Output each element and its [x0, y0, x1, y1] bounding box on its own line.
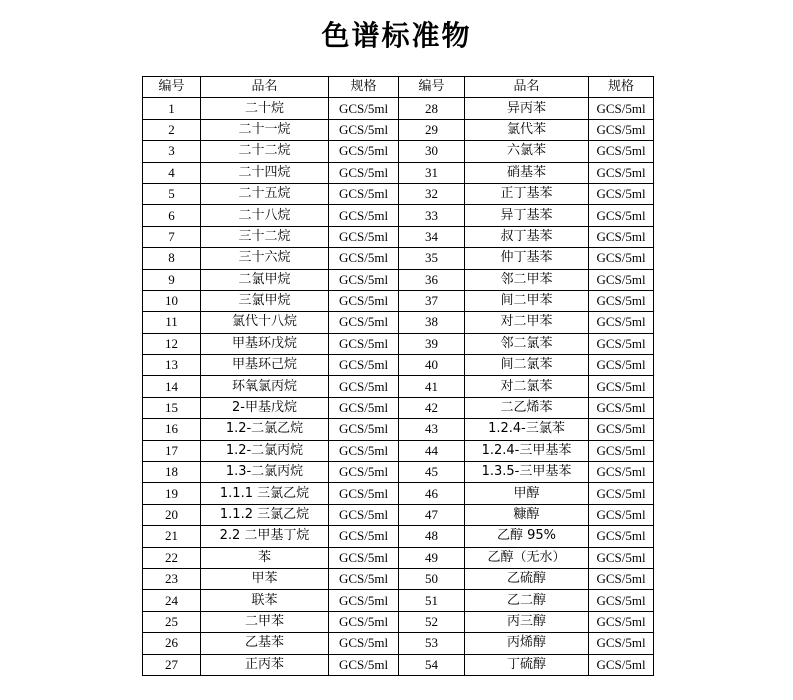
item-name: 2-甲基戊烷 — [201, 397, 329, 418]
item-spec: GCS/5ml — [329, 462, 399, 483]
item-name: 异丙苯 — [465, 98, 589, 119]
item-name: 乙二醇 — [465, 590, 589, 611]
item-name: 六氯苯 — [465, 141, 589, 162]
item-id: 20 — [143, 504, 201, 525]
item-spec: GCS/5ml — [589, 312, 654, 333]
item-id: 9 — [143, 269, 201, 290]
item-spec: GCS/5ml — [589, 183, 654, 204]
table-row — [143, 162, 654, 183]
item-id: 12 — [143, 333, 201, 354]
item-id: 23 — [143, 568, 201, 589]
item-spec: GCS/5ml — [329, 290, 399, 311]
item-spec: GCS/5ml — [329, 355, 399, 376]
item-id: 33 — [399, 205, 465, 226]
item-id: 25 — [143, 611, 201, 632]
item-name: 丁硫醇 — [465, 654, 589, 675]
item-id: 44 — [399, 440, 465, 461]
item-name: 叔丁基苯 — [465, 226, 589, 247]
item-spec: GCS/5ml — [589, 333, 654, 354]
item-name: 间二氯苯 — [465, 355, 589, 376]
table-row — [143, 633, 654, 654]
header-spec-left: 规格 — [329, 77, 399, 98]
item-name: 甲基环戊烷 — [201, 333, 329, 354]
standards-table — [142, 76, 654, 676]
item-spec: GCS/5ml — [329, 590, 399, 611]
item-spec: GCS/5ml — [329, 119, 399, 140]
item-id: 30 — [399, 141, 465, 162]
item-spec: GCS/5ml — [589, 611, 654, 632]
table-row — [143, 248, 654, 269]
item-spec: GCS/5ml — [589, 419, 654, 440]
item-spec: GCS/5ml — [589, 376, 654, 397]
item-spec: GCS/5ml — [329, 633, 399, 654]
item-name: 二十烷 — [201, 98, 329, 119]
item-spec: GCS/5ml — [589, 526, 654, 547]
table-row — [143, 590, 654, 611]
item-id: 10 — [143, 290, 201, 311]
item-name: 糠醇 — [465, 504, 589, 525]
item-id: 3 — [143, 141, 201, 162]
item-spec: GCS/5ml — [329, 141, 399, 162]
item-name: 二十八烷 — [201, 205, 329, 226]
item-id: 52 — [399, 611, 465, 632]
item-id: 2 — [143, 119, 201, 140]
item-name: 甲基环己烷 — [201, 355, 329, 376]
item-id: 31 — [399, 162, 465, 183]
header-spec-right: 规格 — [589, 77, 654, 98]
item-name: 二甲苯 — [201, 611, 329, 632]
item-name: 1.1.2 三氯乙烷 — [201, 504, 329, 525]
item-id: 34 — [399, 226, 465, 247]
item-spec: GCS/5ml — [329, 504, 399, 525]
item-id: 42 — [399, 397, 465, 418]
item-name: 1.2-二氯乙烷 — [201, 419, 329, 440]
item-spec: GCS/5ml — [589, 290, 654, 311]
item-id: 51 — [399, 590, 465, 611]
table-row — [143, 226, 654, 247]
item-id: 7 — [143, 226, 201, 247]
item-spec: GCS/5ml — [589, 654, 654, 675]
item-spec: GCS/5ml — [329, 397, 399, 418]
item-name: 间二甲苯 — [465, 290, 589, 311]
item-name: 1.1.1 三氯乙烷 — [201, 483, 329, 504]
item-id: 45 — [399, 462, 465, 483]
page-title: 色谱标准物 — [321, 19, 472, 52]
item-spec: GCS/5ml — [329, 248, 399, 269]
item-spec: GCS/5ml — [589, 119, 654, 140]
table-row — [143, 397, 654, 418]
item-id: 4 — [143, 162, 201, 183]
item-name: 1.3-二氯丙烷 — [201, 462, 329, 483]
item-spec: GCS/5ml — [329, 547, 399, 568]
item-id: 40 — [399, 355, 465, 376]
item-name: 氯代苯 — [465, 119, 589, 140]
table-row — [143, 654, 654, 675]
item-spec: GCS/5ml — [589, 440, 654, 461]
item-name: 仲丁基苯 — [465, 248, 589, 269]
item-spec: GCS/5ml — [329, 419, 399, 440]
table-row — [143, 269, 654, 290]
item-id: 50 — [399, 568, 465, 589]
item-name: 异丁基苯 — [465, 205, 589, 226]
item-name: 二十四烷 — [201, 162, 329, 183]
item-id: 26 — [143, 633, 201, 654]
item-name: 邻二甲苯 — [465, 269, 589, 290]
table-row — [143, 483, 654, 504]
item-spec: GCS/5ml — [589, 483, 654, 504]
item-spec: GCS/5ml — [329, 440, 399, 461]
item-spec: GCS/5ml — [589, 462, 654, 483]
item-name: 乙硫醇 — [465, 568, 589, 589]
item-name: 1.2.4-三氯苯 — [465, 419, 589, 440]
item-id: 36 — [399, 269, 465, 290]
item-name: 三十二烷 — [201, 226, 329, 247]
item-name: 乙醇（无水） — [465, 547, 589, 568]
item-spec: GCS/5ml — [329, 183, 399, 204]
item-id: 46 — [399, 483, 465, 504]
item-spec: GCS/5ml — [589, 633, 654, 654]
item-id: 39 — [399, 333, 465, 354]
item-spec: GCS/5ml — [589, 226, 654, 247]
table-row — [143, 611, 654, 632]
item-spec: GCS/5ml — [329, 568, 399, 589]
table-row — [143, 333, 654, 354]
item-id: 1 — [143, 98, 201, 119]
table-row — [143, 205, 654, 226]
item-spec: GCS/5ml — [329, 312, 399, 333]
header-id-left: 编号 — [143, 77, 201, 98]
table-row — [143, 183, 654, 204]
item-id: 16 — [143, 419, 201, 440]
item-name: 联苯 — [201, 590, 329, 611]
item-spec: GCS/5ml — [329, 269, 399, 290]
item-id: 21 — [143, 526, 201, 547]
item-name: 正丁基苯 — [465, 183, 589, 204]
item-name: 三十六烷 — [201, 248, 329, 269]
item-id: 37 — [399, 290, 465, 311]
item-id: 13 — [143, 355, 201, 376]
item-name: 苯 — [201, 547, 329, 568]
item-name: 氯代十八烷 — [201, 312, 329, 333]
item-name: 丙烯醇 — [465, 633, 589, 654]
item-name: 乙醇 95% — [465, 526, 589, 547]
item-spec: GCS/5ml — [589, 269, 654, 290]
table-row — [143, 504, 654, 525]
table-row — [143, 568, 654, 589]
item-name: 二乙烯苯 — [465, 397, 589, 418]
item-id: 18 — [143, 462, 201, 483]
item-id: 22 — [143, 547, 201, 568]
item-name: 二氯甲烷 — [201, 269, 329, 290]
item-spec: GCS/5ml — [329, 526, 399, 547]
item-spec: GCS/5ml — [589, 397, 654, 418]
item-spec: GCS/5ml — [589, 162, 654, 183]
table-row — [143, 376, 654, 397]
item-spec: GCS/5ml — [329, 226, 399, 247]
item-id: 49 — [399, 547, 465, 568]
item-name: 1.2.4-三甲基苯 — [465, 440, 589, 461]
table-row — [143, 547, 654, 568]
item-name: 甲醇 — [465, 483, 589, 504]
item-name: 硝基苯 — [465, 162, 589, 183]
table-row — [143, 440, 654, 461]
item-id: 43 — [399, 419, 465, 440]
table-row — [143, 119, 654, 140]
item-id: 35 — [399, 248, 465, 269]
item-name: 甲苯 — [201, 568, 329, 589]
item-id: 11 — [143, 312, 201, 333]
item-id: 6 — [143, 205, 201, 226]
table-row — [143, 526, 654, 547]
item-name: 三氯甲烷 — [201, 290, 329, 311]
item-spec: GCS/5ml — [329, 98, 399, 119]
table-row — [143, 419, 654, 440]
item-spec: GCS/5ml — [589, 547, 654, 568]
item-spec: GCS/5ml — [589, 141, 654, 162]
item-spec: GCS/5ml — [589, 590, 654, 611]
item-name: 1.3.5-三甲基苯 — [465, 462, 589, 483]
item-spec: GCS/5ml — [589, 205, 654, 226]
item-name: 1.2-二氯丙烷 — [201, 440, 329, 461]
item-name: 二十二烷 — [201, 141, 329, 162]
item-spec: GCS/5ml — [589, 98, 654, 119]
item-id: 48 — [399, 526, 465, 547]
header-id-right: 编号 — [399, 77, 465, 98]
item-name: 2.2 二甲基丁烷 — [201, 526, 329, 547]
item-spec: GCS/5ml — [329, 376, 399, 397]
item-name: 对二甲苯 — [465, 312, 589, 333]
item-id: 54 — [399, 654, 465, 675]
table-row — [143, 290, 654, 311]
item-name: 正丙苯 — [201, 654, 329, 675]
item-spec: GCS/5ml — [589, 355, 654, 376]
item-spec: GCS/5ml — [329, 654, 399, 675]
item-id: 28 — [399, 98, 465, 119]
item-id: 17 — [143, 440, 201, 461]
item-id: 27 — [143, 654, 201, 675]
item-id: 53 — [399, 633, 465, 654]
item-spec: GCS/5ml — [329, 483, 399, 504]
table-row — [143, 98, 654, 119]
item-id: 19 — [143, 483, 201, 504]
item-name: 乙基苯 — [201, 633, 329, 654]
item-name: 二十一烷 — [201, 119, 329, 140]
header-name-left: 品名 — [201, 77, 329, 98]
item-id: 32 — [399, 183, 465, 204]
item-name: 二十五烷 — [201, 183, 329, 204]
item-id: 24 — [143, 590, 201, 611]
item-name: 环氧氯丙烷 — [201, 376, 329, 397]
item-spec: GCS/5ml — [329, 162, 399, 183]
item-spec: GCS/5ml — [589, 248, 654, 269]
item-id: 15 — [143, 397, 201, 418]
table-row — [143, 141, 654, 162]
item-spec: GCS/5ml — [329, 205, 399, 226]
item-name: 对二氯苯 — [465, 376, 589, 397]
item-id: 41 — [399, 376, 465, 397]
item-id: 5 — [143, 183, 201, 204]
table-row — [143, 462, 654, 483]
table-body — [143, 98, 654, 676]
item-spec: GCS/5ml — [589, 504, 654, 525]
item-id: 14 — [143, 376, 201, 397]
item-id: 47 — [399, 504, 465, 525]
item-id: 29 — [399, 119, 465, 140]
item-spec: GCS/5ml — [329, 333, 399, 354]
item-spec: GCS/5ml — [589, 568, 654, 589]
item-id: 38 — [399, 312, 465, 333]
item-name: 邻二氯苯 — [465, 333, 589, 354]
item-id: 8 — [143, 248, 201, 269]
item-spec: GCS/5ml — [329, 611, 399, 632]
header-name-right: 品名 — [465, 77, 589, 98]
table-header-row — [143, 77, 654, 98]
table-row — [143, 312, 654, 333]
table-row — [143, 355, 654, 376]
item-name: 丙三醇 — [465, 611, 589, 632]
